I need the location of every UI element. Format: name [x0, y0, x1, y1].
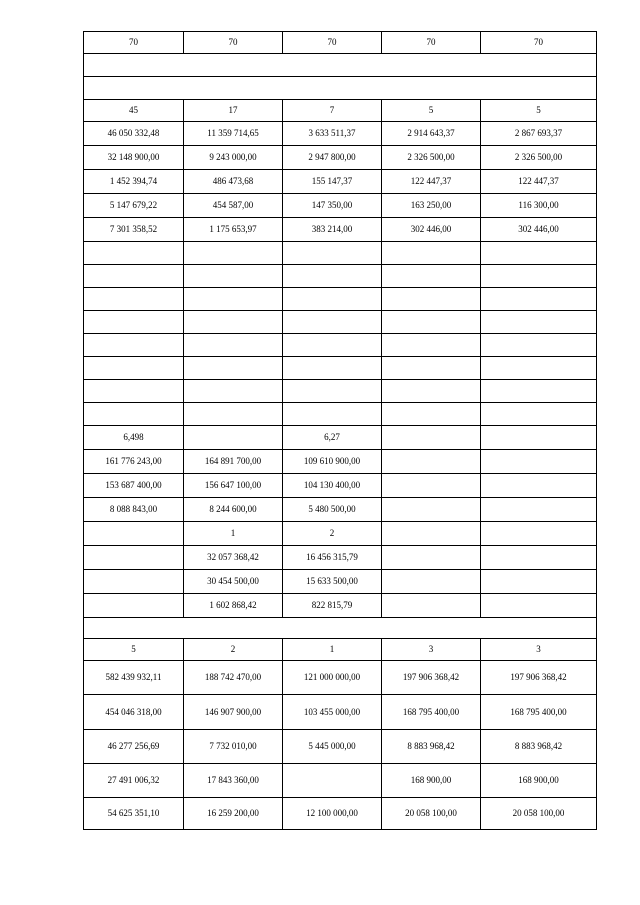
table-cell [481, 570, 597, 594]
table-cell [184, 357, 283, 380]
table-cell [382, 403, 481, 426]
table-cell [283, 403, 382, 426]
table-cell: 8 244 600,00 [184, 498, 283, 522]
table-cell: 2 [283, 522, 382, 546]
table-cell [184, 242, 283, 265]
table-cell: 5 147 679,22 [84, 194, 184, 218]
table-row [84, 474, 597, 498]
table-row [84, 122, 597, 146]
table-cell: 383 214,00 [283, 218, 382, 242]
table-cell [481, 450, 597, 474]
data-table [83, 31, 597, 830]
table-cell: 188 742 470,00 [184, 661, 283, 695]
table-cell: 6,27 [283, 426, 382, 450]
table-cell: 153 687 400,00 [84, 474, 184, 498]
table-cell [84, 522, 184, 546]
table-cell: 122 447,37 [382, 170, 481, 194]
table-cell: 168 900,00 [481, 764, 597, 798]
table-cell: 70 [283, 32, 382, 54]
table-cell: 70 [184, 32, 283, 54]
table-cell: 454 046 318,00 [84, 695, 184, 730]
table-cell: 104 130 400,00 [283, 474, 382, 498]
table-cell [481, 242, 597, 265]
table-row [84, 170, 597, 194]
table-cell: 161 776 243,00 [84, 450, 184, 474]
table-cell [283, 311, 382, 334]
table-cell [382, 426, 481, 450]
table-cell: 454 587,00 [184, 194, 283, 218]
table-cell [184, 334, 283, 357]
table-cell: 164 891 700,00 [184, 450, 283, 474]
table-cell [481, 426, 597, 450]
section-spacer-cell [84, 54, 597, 77]
table-cell [84, 380, 184, 403]
table-row [84, 695, 597, 730]
table-cell: 155 147,37 [283, 170, 382, 194]
table-cell [481, 474, 597, 498]
table-cell: 6,498 [84, 426, 184, 450]
table-cell: 121 000 000,00 [283, 661, 382, 695]
table-cell [84, 311, 184, 334]
table-cell [283, 265, 382, 288]
table-cell [481, 380, 597, 403]
table-cell: 168 795 400,00 [481, 695, 597, 730]
table-row [84, 764, 597, 798]
table-row [84, 77, 597, 100]
table-cell: 12 100 000,00 [283, 798, 382, 830]
table-cell: 16 456 315,79 [283, 546, 382, 570]
table-cell: 2 914 643,37 [382, 122, 481, 146]
table-row [84, 357, 597, 380]
table-cell [84, 594, 184, 618]
table-cell [184, 265, 283, 288]
table-cell: 109 610 900,00 [283, 450, 382, 474]
table-cell [283, 380, 382, 403]
table-row [84, 546, 597, 570]
table-cell: 168 795 400,00 [382, 695, 481, 730]
table-cell [382, 265, 481, 288]
table-cell: 1 [184, 522, 283, 546]
table-cell [283, 764, 382, 798]
table-cell: 1 175 653,97 [184, 218, 283, 242]
table-cell [382, 311, 481, 334]
table-cell: 11 359 714,65 [184, 122, 283, 146]
table-cell [84, 265, 184, 288]
table-cell: 30 454 500,00 [184, 570, 283, 594]
table-cell [84, 570, 184, 594]
table-cell: 5 445 000,00 [283, 730, 382, 764]
table-cell: 17 [184, 100, 283, 122]
table-row [84, 218, 597, 242]
table-cell [283, 357, 382, 380]
table-cell: 3 [481, 639, 597, 661]
table-cell [84, 357, 184, 380]
table-cell: 103 455 000,00 [283, 695, 382, 730]
table-cell: 32 057 368,42 [184, 546, 283, 570]
table-cell [382, 334, 481, 357]
table-cell: 7 732 010,00 [184, 730, 283, 764]
table-cell: 5 [84, 639, 184, 661]
table-cell [382, 570, 481, 594]
table-cell [481, 594, 597, 618]
table-cell [481, 265, 597, 288]
table-cell [283, 288, 382, 311]
table-row [84, 311, 597, 334]
section-spacer-cell [84, 77, 597, 100]
table-cell [481, 546, 597, 570]
table-cell [283, 242, 382, 265]
table-row [84, 618, 597, 639]
table-cell [184, 403, 283, 426]
table-cell: 582 439 932,11 [84, 661, 184, 695]
table-cell: 70 [481, 32, 597, 54]
table-cell: 302 446,00 [481, 218, 597, 242]
table-cell [382, 450, 481, 474]
table-cell [382, 380, 481, 403]
table-cell [382, 357, 481, 380]
table-row [84, 334, 597, 357]
table-cell [481, 403, 597, 426]
table-cell: 46 277 256,69 [84, 730, 184, 764]
table-cell [84, 546, 184, 570]
table-cell [84, 334, 184, 357]
table-cell: 2 [184, 639, 283, 661]
table-row [84, 522, 597, 546]
table-row [84, 730, 597, 764]
table-cell: 822 815,79 [283, 594, 382, 618]
table-cell: 146 907 900,00 [184, 695, 283, 730]
table-row [84, 450, 597, 474]
table-row [84, 146, 597, 170]
table-row [84, 100, 597, 122]
table-row [84, 54, 597, 77]
table-row [84, 570, 597, 594]
table-cell: 20 058 100,00 [382, 798, 481, 830]
table-cell [481, 522, 597, 546]
table-cell: 5 [382, 100, 481, 122]
table-row [84, 194, 597, 218]
table-row [84, 288, 597, 311]
table-row [84, 380, 597, 403]
table-row [84, 242, 597, 265]
table-cell: 1 [283, 639, 382, 661]
table-cell: 163 250,00 [382, 194, 481, 218]
table-cell [382, 594, 481, 618]
table-cell [84, 288, 184, 311]
table-body [84, 32, 597, 830]
table-cell: 17 843 360,00 [184, 764, 283, 798]
table-cell: 1 602 868,42 [184, 594, 283, 618]
table-cell: 197 906 368,42 [481, 661, 597, 695]
table-cell [382, 242, 481, 265]
table-cell [382, 288, 481, 311]
table-cell: 7 [283, 100, 382, 122]
table-cell: 156 647 100,00 [184, 474, 283, 498]
table-cell [84, 242, 184, 265]
table-cell [481, 288, 597, 311]
table-row [84, 594, 597, 618]
table-cell: 15 633 500,00 [283, 570, 382, 594]
table-cell: 3 633 511,37 [283, 122, 382, 146]
table-cell [481, 498, 597, 522]
table-cell: 54 625 351,10 [84, 798, 184, 830]
table-cell: 122 447,37 [481, 170, 597, 194]
table-cell: 8 088 843,00 [84, 498, 184, 522]
table-cell: 8 883 968,42 [481, 730, 597, 764]
table-cell: 7 301 358,52 [84, 218, 184, 242]
table-cell: 197 906 368,42 [382, 661, 481, 695]
table-cell: 2 867 693,37 [481, 122, 597, 146]
table-cell: 8 883 968,42 [382, 730, 481, 764]
table-cell: 32 148 900,00 [84, 146, 184, 170]
table-cell: 147 350,00 [283, 194, 382, 218]
table-row [84, 498, 597, 522]
table-row [84, 32, 597, 54]
section-spacer-cell [84, 618, 597, 639]
table-cell: 46 050 332,48 [84, 122, 184, 146]
table-cell: 9 243 000,00 [184, 146, 283, 170]
table-cell [184, 426, 283, 450]
table-cell: 486 473,68 [184, 170, 283, 194]
table-cell [382, 498, 481, 522]
table-cell: 168 900,00 [382, 764, 481, 798]
table-cell [184, 380, 283, 403]
table-row [84, 798, 597, 830]
table-cell: 116 300,00 [481, 194, 597, 218]
table-row [84, 639, 597, 661]
table-cell [283, 334, 382, 357]
table-cell: 5 480 500,00 [283, 498, 382, 522]
table-cell [184, 311, 283, 334]
table-cell [84, 403, 184, 426]
table-cell: 5 [481, 100, 597, 122]
table-cell: 70 [84, 32, 184, 54]
table-cell: 302 446,00 [382, 218, 481, 242]
table-row [84, 265, 597, 288]
table-cell [382, 474, 481, 498]
table-cell: 70 [382, 32, 481, 54]
table-row [84, 403, 597, 426]
table-cell [481, 311, 597, 334]
table-cell: 2 326 500,00 [382, 146, 481, 170]
table-cell: 3 [382, 639, 481, 661]
table-cell [481, 357, 597, 380]
table-cell [481, 334, 597, 357]
table-cell: 27 491 006,32 [84, 764, 184, 798]
table-cell: 1 452 394,74 [84, 170, 184, 194]
table-cell: 2 947 800,00 [283, 146, 382, 170]
table-cell: 16 259 200,00 [184, 798, 283, 830]
table-cell [382, 522, 481, 546]
table-cell [382, 546, 481, 570]
table-row [84, 426, 597, 450]
table-cell [184, 288, 283, 311]
table-cell: 20 058 100,00 [481, 798, 597, 830]
table-cell: 2 326 500,00 [481, 146, 597, 170]
table-cell: 45 [84, 100, 184, 122]
table-row [84, 661, 597, 695]
